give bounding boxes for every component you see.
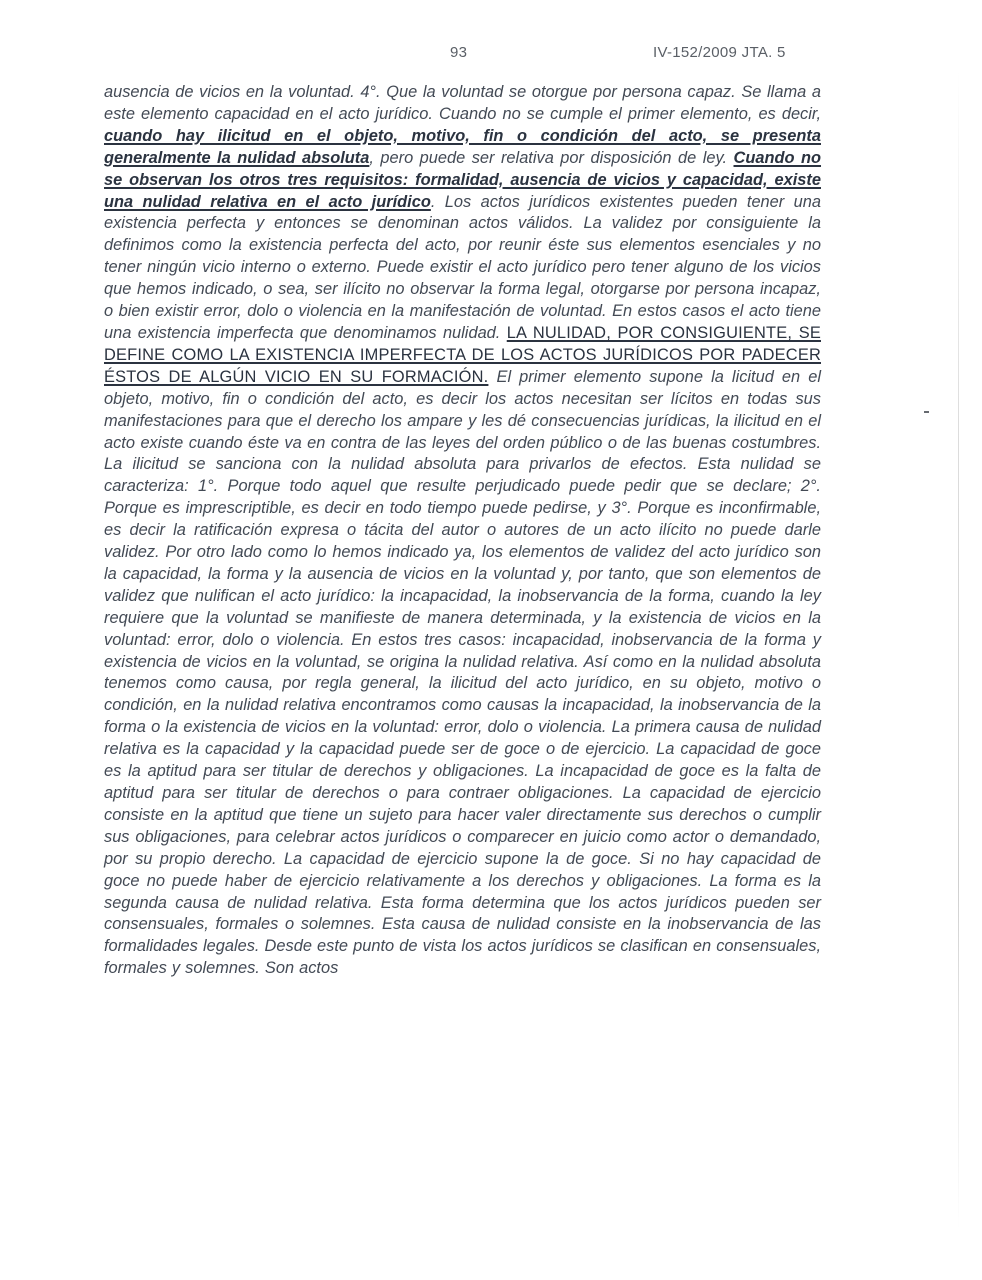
margin-mark	[924, 411, 929, 413]
emphasized-text-absolute-nullity: cuando hay ilicitud en el objeto, motivo, fin o condición del acto, se presenta generalmente la nulidad absoluta	[104, 126, 821, 167]
page-header	[0, 44, 982, 64]
emphasized-text-relative-nullity: Cuando no se observan los otros tres requisitos: formalidad, ausencia de vicios y capacidad, existe una nulidad relativa en el acto jurídico	[104, 148, 822, 211]
scan-edge-line	[958, 70, 959, 1230]
emphasized-text-nullity-definition: LA NULIDAD, POR CONSIGUIENTE, SE DEFINE COMO LA EXISTENCIA IMPERFECTA DE LOS ACTOS JURÍDICOS POR PADECER ÉSTOS DE ALGÚN VICIO EN SU FORMACIÓN.	[104, 323, 821, 386]
document-body	[104, 82, 821, 980]
case-reference: IV-152/2009 JTA. 5	[653, 44, 786, 61]
body-text-segment: ausencia de vicios en la voluntad. 4°. Que la voluntad se otorgue por persona capaz. Se llama a este elemento capacidad en el acto jurídico. Cuando no se cumple el primer elemento, es decir,	[104, 83, 821, 123]
body-text-segment: . Los actos jurídicos existentes pueden tener una existencia perfecta y entonces se denominan actos válidos. La validez por consiguiente la definimos como la existencia perfecta del acto, por reunir éste sus elementos esenciales y no tener ningún vicio interno o externo. Puede existir el acto jurídico pero tener alguno de los vicios que hemos indicado, o sea, ser ilícito no observar la forma legal, otorgarse por persona incapaz, o bien existir error, dolo o violencia en la manifestación de voluntad. En estos casos el acto tiene una existencia imperfecta que denominamos nulidad.	[104, 192, 821, 342]
body-text-segment: , pero puede ser relativa por disposición de ley.	[369, 148, 734, 167]
page-number: 93	[450, 44, 468, 61]
body-text-segment: El primer elemento supone la licitud en el objeto, motivo, fin o condición del acto, es decir los actos necesitan ser lícitos en todas sus manifestaciones para que el derecho los ampare y les dé consecuencias jurídicas, la ilicitud en el acto existe cuando éste va en contra de las leyes del orden público o de las buenas costumbres. La ilicitud se sanciona con la nulidad absoluta para privarlos de efectos. Esta nulidad se caracteriza: 1°. Porque todo aquel que resulte perjudicado puede pedir que se declare; 2°. Porque es imprescriptible, es decir en todo tiempo puede pedirse, y 3°. Porque es inconfirmable, es decir la ratificación expresa o tácita del autor o autores de un acto ilícito no puede darle validez. Por otro lado como lo hemos indicado ya, los elementos de validez del acto jurídico son la capacidad, la forma y la ausencia de vicios en la voluntad y, por tanto, que son elementos de validez que nulifican el acto jurídico: la incapacidad, la inobservancia de la forma, cuando la ley requiere que la voluntad se manifieste de manera determinada, y la existencia de vicios en la voluntad: error, dolo o violencia. En estos tres casos: incapacidad, inobservancia de la forma y existencia de vicios en la voluntad, se origina la nulidad relativa. Así como en la nulidad absoluta tenemos como causa, por regla general, la ilicitud del acto jurídico, en su objeto, motivo o condición, en la nulidad relativa encontramos como causas la incapacidad, la inobservancia de la forma o la existencia de vicios en la voluntad: error, dolo o violencia. La primera causa de nulidad relativa es la capacidad y la capacidad puede ser de goce o de ejercicio. La capacidad de goce es la aptitud para ser titular de derechos y obligaciones. La incapacidad de goce es la falta de aptitud para ser titular de derechos o para contraer obligaciones. La capacidad de ejercicio consiste en la aptitud que tiene un sujeto para hacer valer directamente sus derechos o cumplir sus obligaciones, para celebrar actos jurídicos o comparecer en juicio como actor o demandado, por su propio derecho. La capacidad de ejercicio supone la de goce. Si no hay capacidad de goce no puede haber de ejercicio relativamente a los derechos y obligaciones. La forma es la segunda causa de nulidad relativa. Esta forma determina que los actos jurídicos pueden ser consensuales, formales o solemnes. Esta causa de nulidad consiste en la inobservancia de las formalidades legales. Desde este punto de vista los actos jurídicos se clasifican en consensuales, formales y solemnes. Son actos	[104, 367, 821, 978]
body-paragraph	[104, 82, 821, 980]
